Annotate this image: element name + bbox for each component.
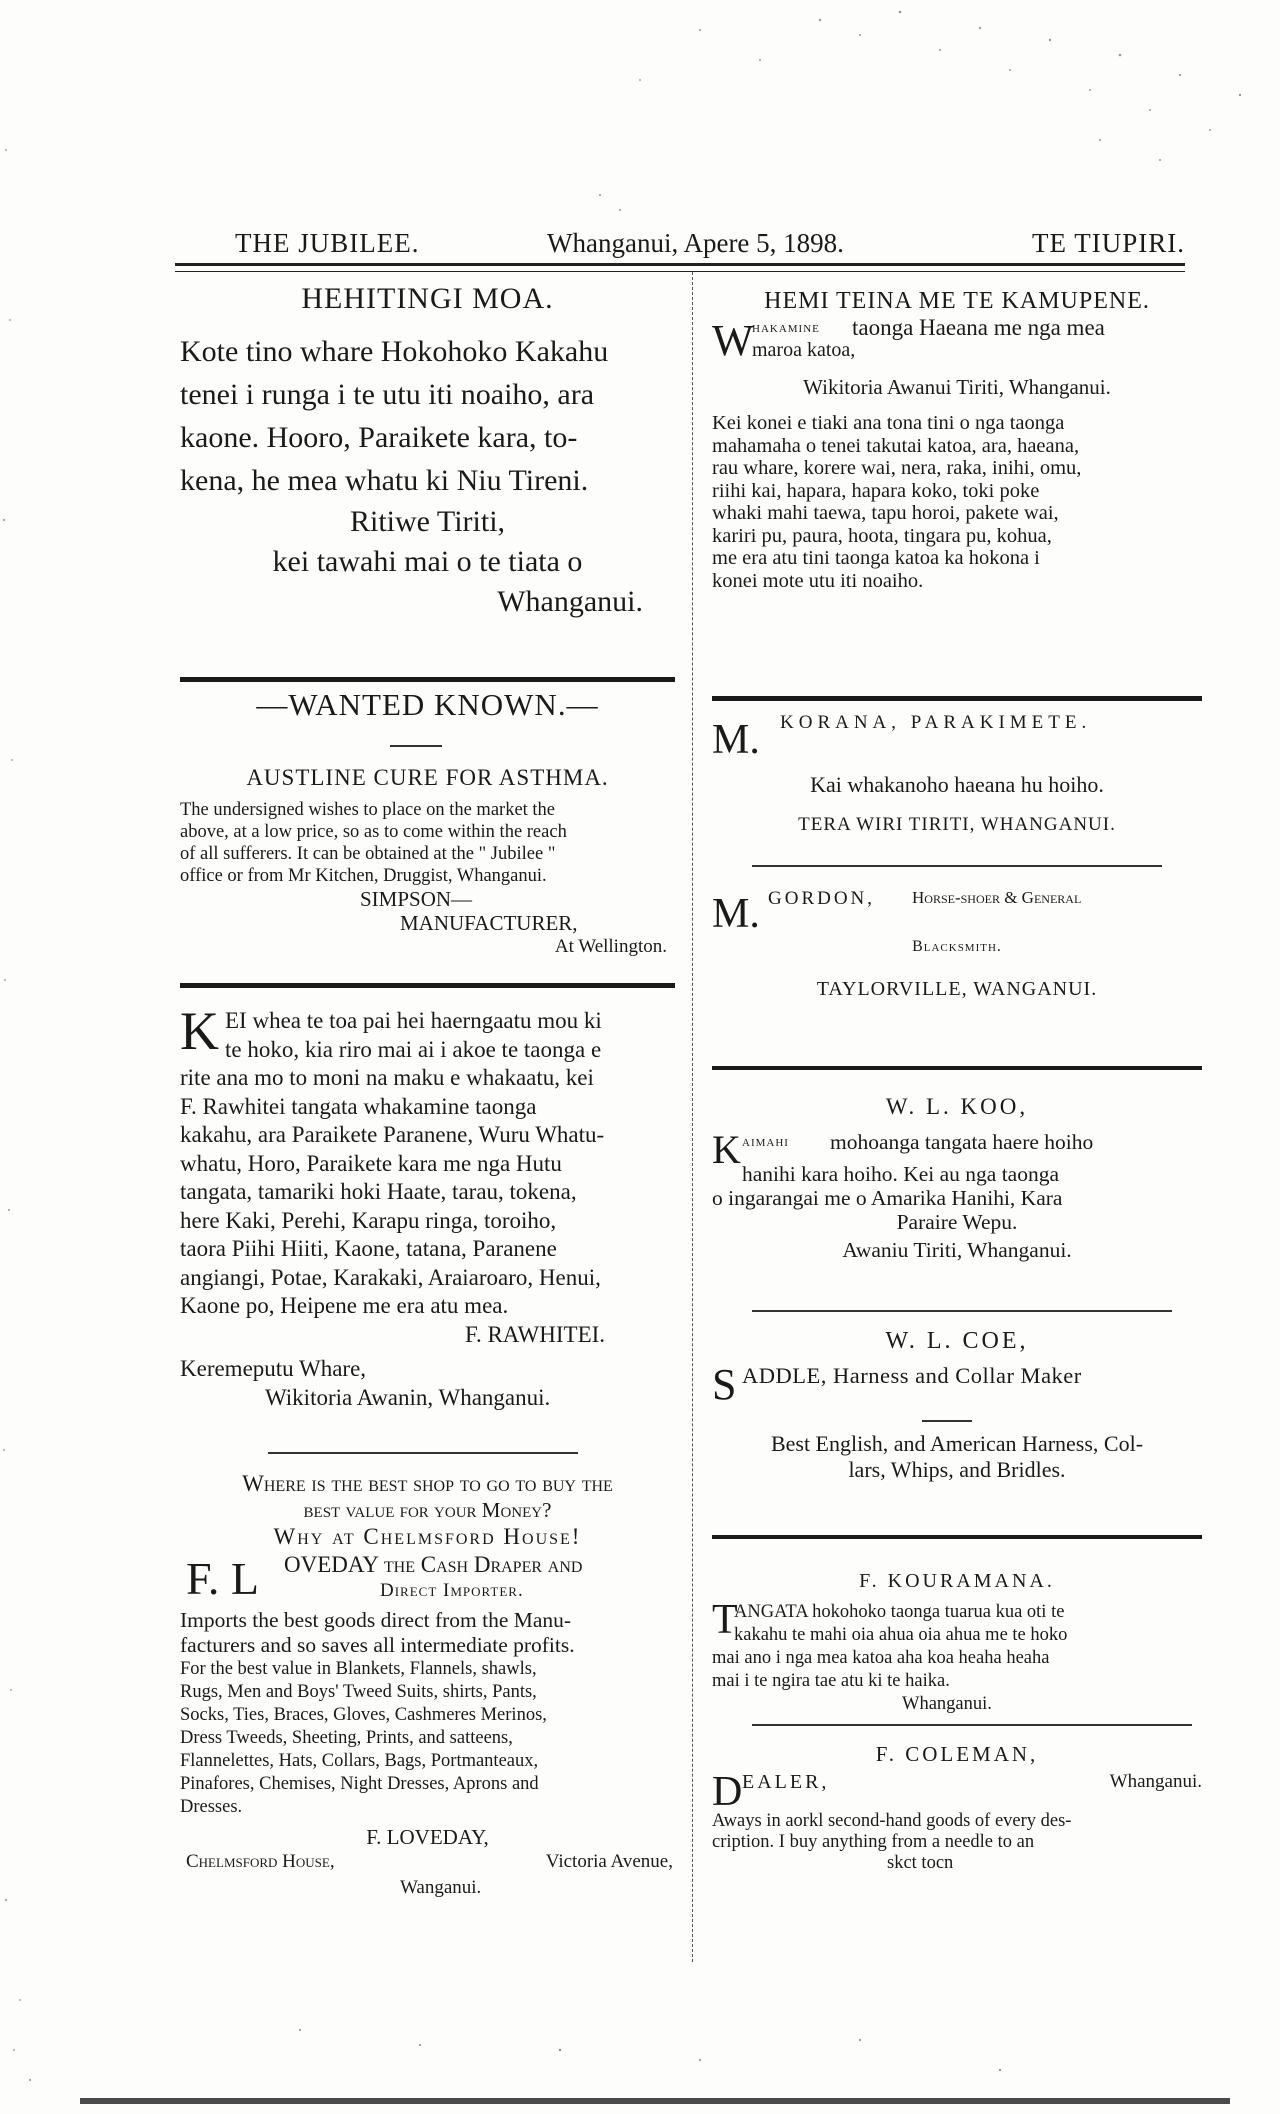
- ad-hemi-head: [712, 315, 1202, 369]
- ad-loveday: [180, 1470, 675, 1899]
- ad-kouramana-line: kakahu te mahi oia ahua oia ahua me te hoko: [734, 1625, 1068, 1645]
- section-rule: [180, 983, 675, 988]
- ad-koo-line1: mohoanga tangata haere hoiho: [830, 1130, 1094, 1154]
- ad-hehitingi-title: HEHITINGI MOA.: [301, 282, 554, 315]
- ad-hehitingi-line: kaone. Hooro, Paraikete kara, to-: [180, 421, 578, 454]
- column-divider: [692, 272, 693, 1962]
- section-rule: [712, 696, 1202, 701]
- ad-hehitingi-address: [180, 502, 675, 622]
- ad-hehitingi-line: tenei i runga i te utu iti noaiho, ara: [180, 378, 595, 411]
- ad-coe-title: W. L. COE,: [885, 1328, 1029, 1354]
- ad-hehitingi-line: Kote tino whare Hokohoko Kakahu: [180, 335, 609, 368]
- ad-wanted-line: The undersigned wishes to place on the market the: [180, 800, 556, 820]
- ad-koo-line: hanihi kara hoiho. Kei au nga taonga: [742, 1162, 1060, 1186]
- ad-kouramana-address: Whanganui.: [902, 1694, 992, 1714]
- divider-dash: [922, 1420, 972, 1422]
- ad-loveday-head: [180, 1552, 675, 1608]
- masthead-rule: [175, 263, 1185, 272]
- ad-rawhitei-line: taora Piihi Hiiti, Kaone, tatana, Paranene: [180, 1236, 557, 1261]
- ad-koo-head: [712, 1127, 1202, 1172]
- ad-rawhitei-line: tangata, tamariki hoki Haate, tarau, tokena,: [180, 1179, 577, 1204]
- ad-loveday-addr-street: Victoria Avenue,: [545, 1851, 673, 1872]
- ad-rawhitei-address1: Keremeputu Whare,: [180, 1356, 367, 1381]
- masthead-right: TE TIUPIRI.: [1032, 228, 1185, 258]
- section-rule-thin: [752, 1724, 1192, 1726]
- ad-wanted-sig-name: SIMPSON—: [360, 887, 473, 911]
- ad-hemi-line2: maroa katoa,: [752, 339, 856, 361]
- ad-gordon-trade2: Blacksmith.: [912, 938, 1002, 955]
- section-rule: [712, 1066, 1202, 1070]
- section-rule-thin: [752, 1310, 1172, 1312]
- ad-loveday-line: Flannelettes, Hats, Collars, Bags, Portmanteaux,: [180, 1751, 539, 1771]
- ad-kouramana-line: ANGATA hokohoko taonga tuarua kua oti te: [734, 1602, 1065, 1622]
- ad-rawhitei-line: Kaone po, Heipene me era atu mea.: [180, 1293, 509, 1318]
- ad-hemi-line: kariri pu, paura, hoota, tingara pu, kohua,: [712, 524, 1052, 547]
- ad-gordon-initial: M.: [712, 891, 760, 937]
- ad-korana-head: [712, 712, 1202, 764]
- ad-hemi-lead: hakamine: [752, 319, 820, 336]
- ad-hemi-title: HEMI TEINA ME TE KAMUPENE.: [764, 288, 1150, 314]
- ad-koo-title: W. L. KOO,: [885, 1094, 1029, 1119]
- ad-rawhitei-line: rite ana mo to moni na maku e whakaatu, kei: [180, 1065, 594, 1090]
- ad-gordon-address: TAYLORVILLE, WANGANUI.: [816, 978, 1098, 1000]
- ad-loveday-line: facturers and so saves all intermediate profits.: [180, 1633, 575, 1657]
- ad-hehitingi-line: kena, he mea whatu ki Niu Tireni.: [180, 464, 589, 497]
- ad-hemi-body: [712, 412, 1202, 592]
- ad-loveday-dropcap: F. L: [186, 1553, 259, 1604]
- ad-coleman-place: Whanganui.: [1109, 1771, 1202, 1792]
- ad-rawhitei-line: whatu, Horo, Paraikete kara me nga Hutu: [180, 1150, 562, 1176]
- ad-rawhitei-line: EI whea te toa pai hei haerngaatu mou ki: [225, 1008, 602, 1033]
- ad-hehitingi-body: [180, 330, 675, 502]
- ad-loveday-list: [180, 1658, 675, 1819]
- ad-coleman-head: [712, 1769, 1202, 1815]
- ad-coleman-body: [712, 1811, 1202, 1874]
- ad-hemi-line: whaki mahi taewa, tapu horoi, pakete wai,: [712, 502, 1059, 524]
- ad-loveday-addr-house: Chelmsford House,: [186, 1851, 335, 1872]
- ad-loveday-head1: OVEDAY the Cash Draper and: [284, 1552, 583, 1577]
- section-rule-thin: [752, 865, 1162, 867]
- ad-coleman-line: skct tocn: [887, 1853, 954, 1873]
- ad-wanted-title: —WANTED KNOWN.—: [256, 687, 599, 722]
- ad-coe-head: [712, 1360, 1202, 1409]
- ad-wanted-line: above, at a low price, so as to come within the reach: [180, 822, 567, 842]
- ad-hemi-address: Wikitoria Awanui Tiriti, Whanganui.: [803, 375, 1111, 399]
- ad-coe-dropcap: S: [712, 1360, 737, 1409]
- ad-wanted-known: [180, 687, 675, 959]
- scan-noise-top: [599, 11, 1241, 211]
- ad-loveday-line: Pinafores, Chemises, Night Dresses, Aprons and: [180, 1774, 539, 1794]
- ad-hemi-line: rau whare, korere wai, nera, raka, inihi, omu,: [712, 457, 1082, 479]
- ad-loveday-question2: best value for your Money?: [303, 1498, 552, 1522]
- ad-korana: [712, 712, 1202, 836]
- ad-rawhitei-signature: F. RAWHITEI.: [465, 1321, 606, 1347]
- ad-loveday-addr-town: Wanganui.: [400, 1877, 482, 1898]
- masthead-date: Whanganui, Apere 5, 1898.: [547, 228, 844, 258]
- ad-coleman-line: cription. I buy anything from a needle to an: [712, 1832, 1035, 1852]
- ad-loveday-address: [180, 1851, 675, 1877]
- ad-loveday-line: Dresses.: [180, 1797, 243, 1817]
- ad-wanted-body: [180, 799, 675, 887]
- ad-wanted-subtitle: AUSTLINE CURE FOR ASTHMA.: [246, 765, 609, 790]
- ad-coleman-title: F. COLEMAN,: [875, 1742, 1039, 1766]
- ad-loveday-line: Rugs, Men and Boys' Tweed Suits, shirts, Pants,: [180, 1682, 537, 1702]
- ad-koo-line: o ingarangai me o Amarika Hanihi, Kara: [712, 1186, 1063, 1210]
- ad-loveday-signature: F. LOVEDAY,: [366, 1825, 489, 1849]
- ad-korana-line2: TERA WIRI TIRITI, WHANGANUI.: [798, 814, 1116, 835]
- ad-hemi-line1: taonga Haeana me nga mea: [852, 315, 1105, 340]
- ad-gordon: [712, 888, 1202, 1001]
- ad-gordon-head: [712, 888, 1202, 938]
- section-rule: [180, 677, 675, 682]
- ad-coleman: [712, 1742, 1202, 1874]
- divider-dash: [390, 745, 442, 747]
- ad-koo-lead: aimahi: [742, 1134, 789, 1150]
- ad-rawhitei-line: angiangi, Potae, Karakaki, Araiaroaro, Henui,: [180, 1264, 601, 1290]
- ad-korana-initial: M.: [712, 717, 760, 763]
- ad-rawhitei-line: kakahu, ara Paraikete Paranene, Wuru Whatu-: [180, 1122, 605, 1147]
- masthead-left: THE JUBILEE.: [235, 228, 420, 258]
- ad-wanted-sig-place: At Wellington.: [554, 936, 667, 957]
- ad-loveday-line: Socks, Ties, Braces, Gloves, Cashmeres Merinos,: [180, 1705, 547, 1725]
- section-rule: [712, 1535, 1202, 1539]
- ad-rawhitei: [180, 1001, 675, 1412]
- ad-hehitingi-location: kei tawahi mai o te tiata o: [272, 545, 583, 578]
- ad-hemi-teina: [712, 288, 1202, 592]
- ad-wanted-signature: [180, 887, 675, 959]
- ad-loveday-line: For the best value in Blankets, Flannels, shawls,: [180, 1659, 537, 1679]
- ad-wanted-line: office or from Mr Kitchen, Druggist, Whanganui.: [180, 866, 547, 886]
- ad-coe: [712, 1328, 1202, 1483]
- ad-kouramana-dropcap: T: [712, 1597, 738, 1643]
- ad-rawhitei-dropcap: K: [180, 1001, 219, 1061]
- ad-kouramana: [712, 1570, 1202, 1716]
- ad-coe-line: Best English, and American Harness, Col-: [770, 1431, 1144, 1456]
- ad-hemi-line: mahamaha o tenei takutai katoa, ara, haeana,: [712, 434, 1080, 457]
- ad-koo-dropcap: K: [712, 1127, 741, 1172]
- ad-loveday-line: Imports the best goods direct from the Manu-: [180, 1608, 572, 1632]
- ad-hehitingi-town: Whanganui.: [497, 585, 643, 618]
- scan-noise-left: [3, 149, 31, 2081]
- ad-loveday-question3: Why at Chelmsford House!: [273, 1524, 582, 1549]
- ad-korana-name: KORANA, PARAKIMETE.: [780, 712, 1092, 733]
- ad-hehitingi: [180, 282, 675, 622]
- ad-coleman-head-text: EALER,: [742, 1771, 830, 1793]
- ad-koo-line: Paraire Wepu.: [896, 1210, 1018, 1234]
- ad-rawhitei-line: F. Rawhitei tangata whakamine taonga: [180, 1093, 537, 1119]
- masthead: [175, 228, 1185, 262]
- scan-noise-bottom: [299, 2029, 1001, 2071]
- ad-koo-body: [712, 1162, 1202, 1262]
- ad-hemi-line: me era atu tini taonga katoa ka hokona i: [712, 547, 1040, 569]
- ad-hemi-dropcap: W: [712, 316, 754, 365]
- ad-gordon-trade: Horse-shoer & General: [912, 888, 1082, 907]
- ad-koo: [712, 1094, 1202, 1262]
- ad-coe-head-text: ADDLE, Harness and Collar Maker: [742, 1363, 1082, 1388]
- ad-kouramana-line: mai i te ngira tae atu ki te haika.: [712, 1671, 950, 1691]
- ad-coleman-dropcap: D: [712, 1769, 743, 1815]
- ad-hemi-line: Kei konei e tiaki ana tona tini o nga taonga: [712, 412, 1065, 434]
- ad-wanted-sig-role: MANUFACTURER,: [400, 911, 578, 935]
- ad-koo-address: Awaniu Tiriti, Whanganui.: [842, 1238, 1072, 1262]
- ad-kouramana-title: F. KOURAMANA.: [859, 1570, 1055, 1592]
- ad-hemi-line: riihi kai, hapara, hapara koko, toki poke: [712, 479, 1040, 502]
- ad-rawhitei-line: te hoko, kia riro mai ai i akoe te taonga e: [225, 1036, 602, 1062]
- ad-loveday-question1: Where is the best shop to go to buy the: [242, 1471, 613, 1496]
- ad-gordon-name: GORDON,: [768, 888, 876, 909]
- ad-coe-line: lars, Whips, and Bridles.: [848, 1457, 1066, 1482]
- section-rule-thin: [268, 1452, 578, 1454]
- ad-kouramana-line: mai ano i nga mea katoa aha koa heaha heaha: [712, 1648, 1050, 1668]
- ad-loveday-line: Dress Tweeds, Sheeting, Prints, and satteens,: [180, 1728, 513, 1748]
- ad-korana-line1: Kai whakanoho haeana hu hoiho.: [810, 772, 1104, 797]
- bottom-edge-band: [80, 2098, 1230, 2104]
- ad-wanted-line: of all sufferers. It can be obtained at the " Jubilee ": [180, 844, 556, 864]
- ad-rawhitei-address2: Wikitoria Awanin, Whanganui.: [265, 1384, 551, 1410]
- ad-hehitingi-street: Ritiwe Tiriti,: [349, 505, 506, 538]
- ad-loveday-head2: Direct Importer.: [380, 1580, 524, 1601]
- ad-coleman-line: Aways in aorkl second-hand goods of every des-: [712, 1811, 1072, 1831]
- ad-hemi-line: konei mote utu iti noaiho.: [712, 569, 924, 592]
- ad-rawhitei-line: here Kaki, Perehi, Karapu ringa, toroiho,: [180, 1207, 557, 1233]
- ad-kouramana-body: [712, 1597, 1202, 1716]
